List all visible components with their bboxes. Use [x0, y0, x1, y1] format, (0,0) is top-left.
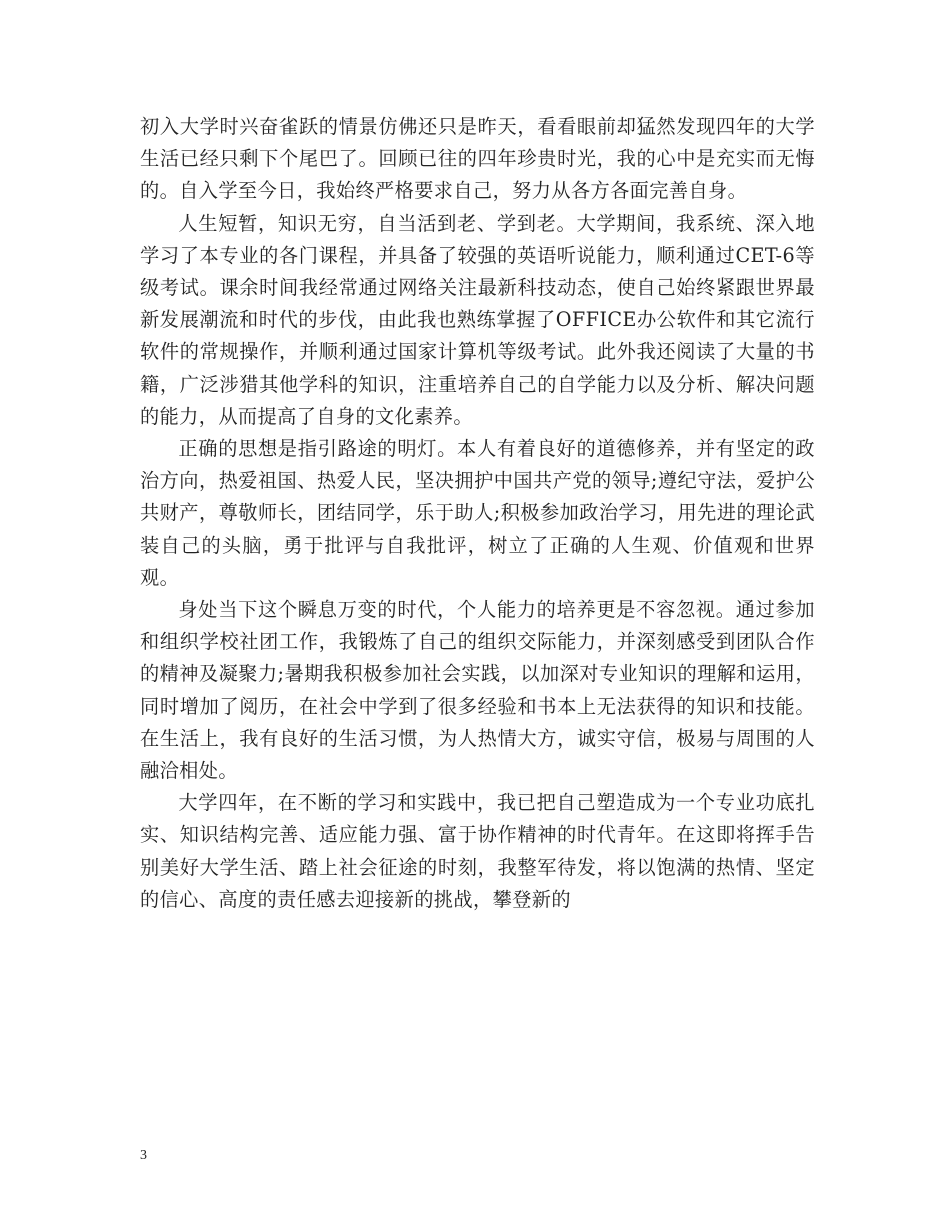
document-body — [140, 111, 815, 916]
paragraph-1: 初入大学时兴奋雀跃的情景仿佛还只是昨天，看看眼前却猛然发现四年的大学生活已经只剩下个尾巴了。回顾已往的四年珍贵时光，我的心中是充实而无悔的。自入学至今日，我始终严格要求自己，努力从各方各面完善自身。 — [140, 115, 815, 203]
page-number: 3 — [140, 1148, 147, 1163]
paragraph-4: 身处当下这个瞬息万变的时代，个人能力的培养更是不容忽视。通过参加和组织学校社团工作，我锻炼了自己的组织交际能力，并深刻感受到团队合作的精神及凝聚力;暑期我积极参加社会实践，以加深对专业知识的理解和运用，同时增加了阅历，在社会中学到了很多经验和书本上无法获得的知识和技能。在生活上，我有良好的生活习惯，为人热情大方，诚实守信，极易与周围的人融洽相处。 — [140, 598, 815, 783]
paragraph-2: 人生短暂，知识无穷，自当活到老、学到老。大学期间，我系统、深入地学习了本专业的各门课程，并具备了较强的英语听说能力，顺利通过CET-6等级考试。课余时间我经常通过网络关注最新科技动态，使自己始终紧跟世界最新发展潮流和时代的步伐，由此我也熟练掌握了OFFICE办公软件和其它流行软件的常规操作，并顺利通过国家计算机等级考试。此外我还阅读了大量的书籍，广泛涉猎其他学科的知识，注重培养自己的自学能力以及分析、解决问题的能力，从而提高了自身的文化素养。 — [140, 211, 815, 428]
paragraph-3: 正确的思想是指引路途的明灯。本人有着良好的道德修养，并有坚定的政治方向，热爱祖国、热爱人民，坚决拥护中国共产党的领导;遵纪守法，爱护公共财产，尊敬师长，团结同学，乐于助人;积极参加政治学习，用先进的理论武装自己的头脑，勇于批评与自我批评，树立了正确的人生观、价值观和世界观。 — [140, 437, 815, 589]
paragraph-5: 大学四年，在不断的学习和实践中，我已把自己塑造成为一个专业功底扎实、知识结构完善、适应能力强、富于协作精神的时代青年。在这即将挥手告别美好大学生活、踏上社会征途的时刻，我整军待发，将以饱满的热情、坚定的信心、高度的责任感去迎接新的挑战，攀登新的 — [140, 791, 815, 911]
